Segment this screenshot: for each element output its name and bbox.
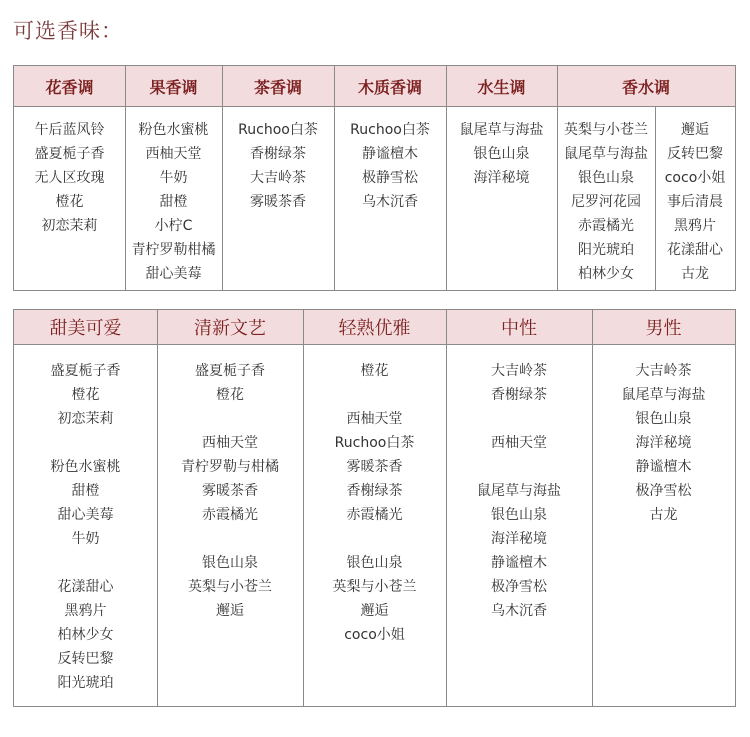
list-item: 鼠尾草与海盐 (477, 483, 561, 499)
list-spacer (303, 527, 446, 551)
list-item: Ruchoo白茶 (350, 122, 430, 138)
list-item: 香榭绿茶 (491, 387, 547, 403)
header-aquatic: 水生调 (477, 77, 526, 97)
list-item: 古龙 (681, 266, 709, 282)
perfume-list-left (557, 118, 655, 286)
list-spacer (14, 551, 157, 575)
list-item: 银色山泉 (491, 507, 547, 523)
floral-list (14, 118, 125, 238)
list-item: 花漾甜心 (667, 242, 723, 258)
list-item: 甜橙 (71, 483, 100, 499)
list-item: 橙花 (216, 387, 244, 403)
list-item: 银色山泉 (346, 555, 403, 571)
list-item: 邂逅 (216, 603, 244, 619)
list-item: 海洋秘境 (491, 531, 547, 547)
header-perfume: 香水调 (621, 77, 670, 97)
fresh-literary-list (157, 359, 303, 623)
list-item: 静谧檀木 (491, 555, 547, 571)
list-item: 初恋茉莉 (57, 411, 114, 427)
header-mature-elegant: 轻熟优雅 (338, 318, 411, 339)
list-item: 甜心美莓 (145, 266, 202, 282)
list-item: 鼠尾草与海盐 (459, 122, 544, 138)
list-item: 赤霞橘光 (578, 218, 634, 234)
list-item: 西柚天堂 (491, 435, 547, 451)
list-item: 乌木沉香 (491, 603, 547, 619)
list-item: 牛奶 (71, 531, 100, 547)
list-item: 英梨与小苍兰 (564, 122, 648, 138)
list-item: 静谧檀木 (362, 146, 418, 162)
list-item: 香榭绿茶 (346, 483, 403, 499)
list-item: 海洋秘境 (635, 435, 692, 451)
list-item: 盛夏栀子香 (50, 363, 121, 379)
list-item: 粉色水蜜桃 (50, 459, 121, 475)
list-item: 极净雪松 (635, 483, 692, 499)
list-spacer (157, 407, 303, 431)
list-spacer (157, 527, 303, 551)
list-item: 极静雪松 (362, 170, 418, 186)
list-item: 乌木沉香 (362, 194, 418, 210)
list-item: 事后清晨 (667, 194, 723, 210)
list-item: 柏林少女 (578, 266, 634, 282)
list-item: 英梨与小苍兰 (188, 579, 272, 595)
list-item: 青柠罗勒与柑橘 (181, 459, 279, 475)
list-item: Ruchoo白茶 (334, 435, 415, 451)
list-item: 雾暖茶香 (346, 459, 403, 475)
list-item: 牛奶 (159, 170, 188, 186)
header-sweet-cute: 甜美可爱 (49, 318, 122, 339)
list-item: 甜橙 (159, 194, 188, 210)
list-item: 橙花 (71, 387, 100, 403)
list-item: Ruchoo白茶 (238, 122, 318, 138)
list-item: 鼠尾草与海盐 (621, 387, 706, 403)
list-item: 西柚天堂 (145, 146, 202, 162)
list-item: 大吉岭茶 (250, 170, 306, 186)
list-item: 橙花 (55, 194, 84, 210)
header-neutral: 中性 (501, 318, 537, 339)
list-item: 雾暖茶香 (250, 194, 306, 210)
list-item: 粉色水蜜桃 (138, 122, 209, 138)
list-item: 尼罗河花园 (571, 194, 641, 210)
list-item: 邂逅 (360, 603, 389, 619)
tea-list (222, 118, 334, 214)
perfume-list-right (655, 118, 735, 286)
page-title: 可选香味： (13, 19, 123, 43)
header-male: 男性 (645, 318, 682, 339)
list-item: 鼠尾草与海盐 (564, 146, 648, 162)
list-item: 银色山泉 (578, 170, 634, 186)
style-header-row (14, 310, 735, 345)
list-item: 黑鸦片 (64, 603, 107, 619)
list-item: 极净雪松 (491, 579, 547, 595)
header-fruity: 果香调 (149, 77, 198, 97)
sweet-cute-list (14, 359, 157, 695)
header-fresh-literary: 清新文艺 (194, 318, 266, 339)
fruity-list (125, 118, 222, 286)
mature-elegant-list (303, 359, 446, 647)
list-item: 银色山泉 (635, 411, 692, 427)
list-item: 西柚天堂 (202, 435, 258, 451)
list-item: 盛夏栀子香 (34, 146, 105, 162)
list-item: 海洋秘境 (473, 170, 530, 186)
list-item: 赤霞橘光 (202, 507, 258, 523)
list-item: 初恋茉莉 (41, 218, 98, 234)
header-tea: 茶香调 (253, 77, 302, 97)
header-woody: 木质香调 (357, 77, 422, 97)
list-item: 反转巴黎 (667, 146, 723, 162)
list-item: 小柠C (154, 218, 193, 234)
list-item: coco小姐 (664, 170, 726, 186)
woody-list (334, 118, 446, 214)
list-item: 英梨与小苍兰 (332, 579, 417, 595)
list-item: 香榭绿茶 (250, 146, 306, 162)
aquatic-list (446, 118, 557, 190)
list-item: 橙花 (360, 363, 389, 379)
list-item: 西柚天堂 (346, 411, 403, 427)
list-item: 大吉岭茶 (491, 363, 547, 379)
male-list (592, 359, 735, 527)
list-item: 甜心美莓 (57, 507, 114, 523)
list-item: 阳光琥珀 (578, 242, 634, 258)
list-item: 盛夏栀子香 (195, 363, 265, 379)
scent-family-table (13, 65, 736, 291)
scent-family-header-row (14, 66, 735, 107)
list-item: 反转巴黎 (57, 651, 114, 667)
header-floral: 花香调 (45, 77, 94, 97)
list-item: 青柠罗勒柑橘 (131, 242, 216, 258)
list-item: 银色山泉 (473, 146, 530, 162)
list-item: 大吉岭茶 (635, 363, 692, 379)
list-spacer (14, 431, 157, 455)
list-item: 雾暖茶香 (202, 483, 258, 499)
list-item: 古龙 (649, 507, 678, 523)
list-item: 柏林少女 (57, 627, 114, 643)
list-item: 赤霞橘光 (346, 507, 403, 523)
list-item: 午后蓝风铃 (34, 122, 105, 138)
list-item: 静谧檀木 (635, 459, 692, 475)
style-table (13, 309, 736, 707)
neutral-list (446, 359, 592, 623)
list-item: 银色山泉 (202, 555, 258, 571)
list-spacer (446, 407, 592, 431)
list-item: 邂逅 (681, 122, 709, 138)
list-spacer (446, 455, 592, 479)
list-spacer (303, 383, 446, 407)
list-item: 黑鸦片 (674, 218, 716, 234)
list-item: 无人区玫瑰 (34, 170, 105, 186)
list-item: 花漾甜心 (57, 579, 114, 595)
list-item: 阳光琥珀 (57, 675, 114, 691)
list-item: coco小姐 (344, 627, 405, 643)
